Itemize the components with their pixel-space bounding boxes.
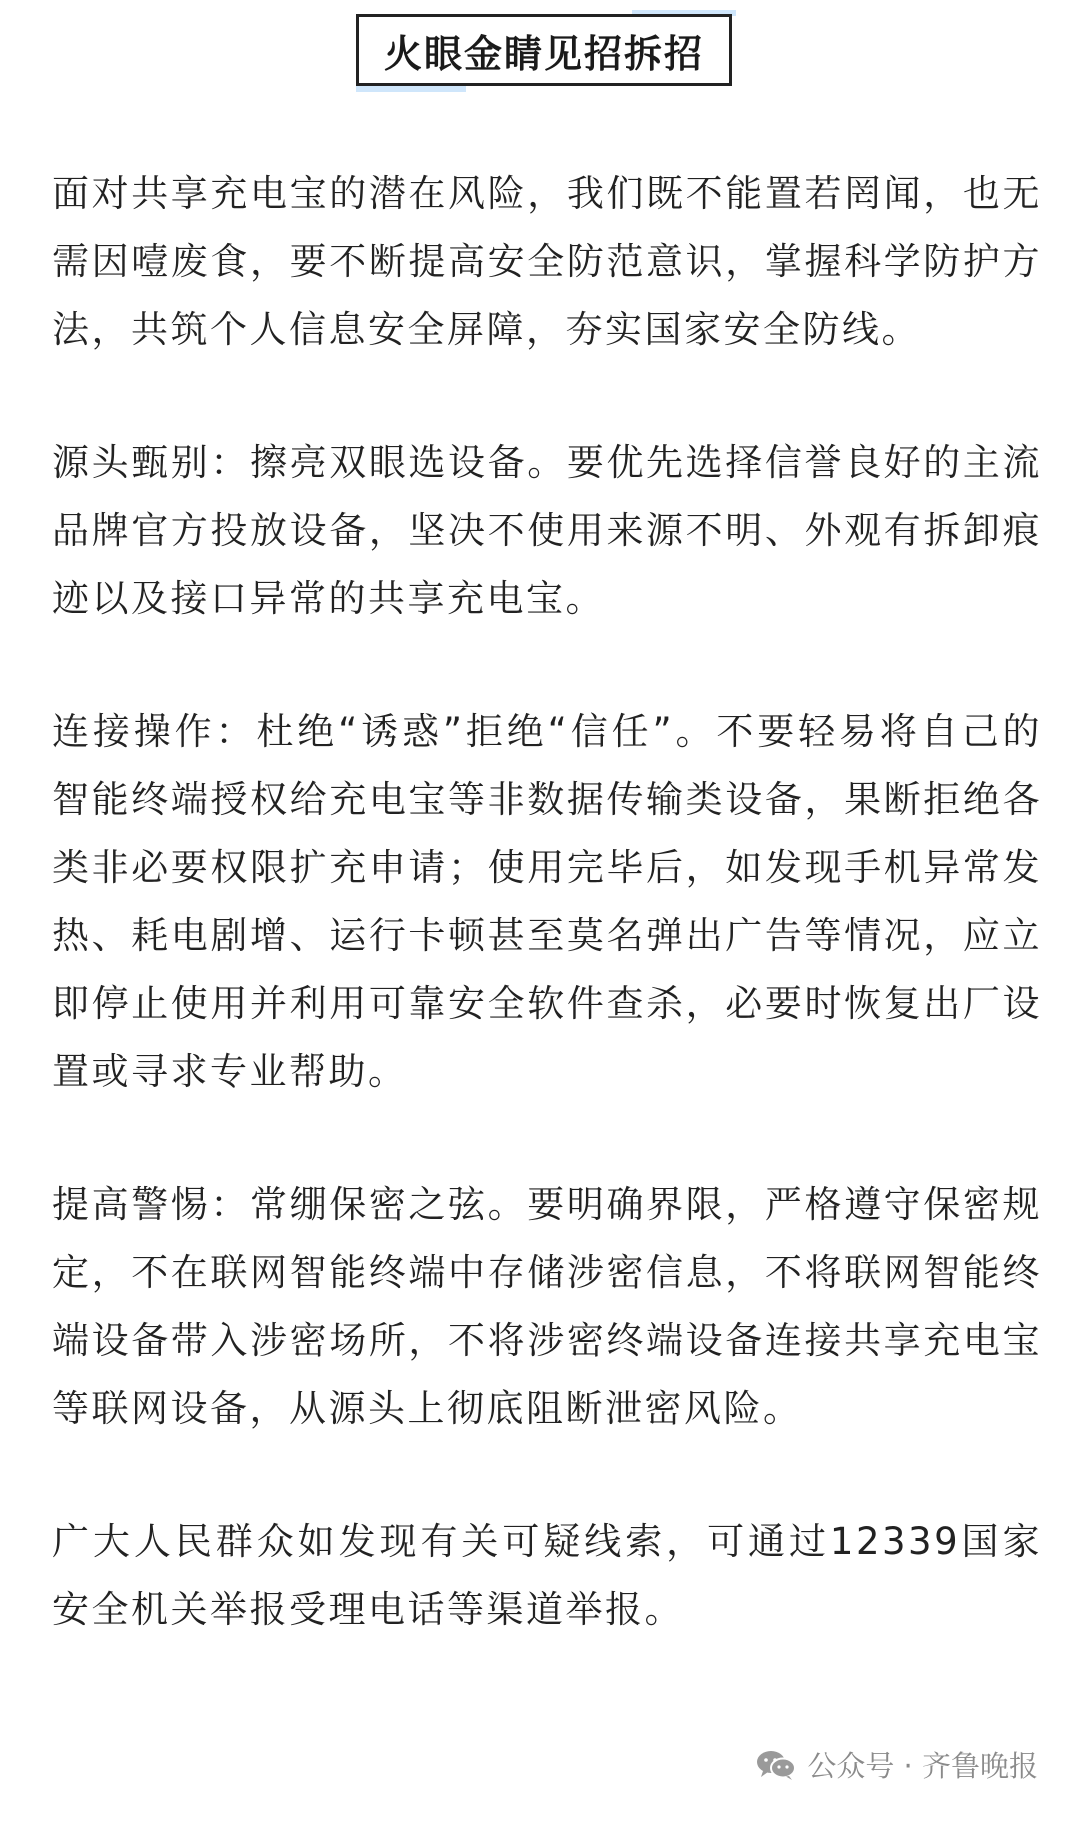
paragraph-vigilance: 提高警惕：常绷保密之弦。要明确界限，严格遵守保密规定，不在联网智能终端中存储涉密信息，不将联网智能终端设备带入涉密场所，不将涉密终端设备连接共享充电宝等联网设备，从源头上彻底阻断泄密风险。: [52, 1183, 1042, 1430]
article-body: [52, 160, 1042, 1709]
section-title-wrapper: [356, 10, 736, 92]
section-title-box: [356, 14, 732, 86]
watermark-text: 公众号 · 齐鲁晚报: [807, 1749, 1038, 1783]
paragraph-source-check: 源头甄别：擦亮双眼选设备。要优先选择信誉良好的主流品牌官方投放设备，坚决不使用来源不明、外观有拆卸痕迹以及接口异常的共享充电宝。: [52, 441, 1042, 620]
wechat-icon: [755, 1749, 797, 1781]
watermark: [751, 1742, 1042, 1787]
paragraph-report: 广大人民群众如发现有关可疑线索，可通过12339国家安全机关举报受理电话等渠道举报。: [52, 1520, 1042, 1631]
section-title: 火眼金睛见招拆招: [383, 31, 704, 76]
paragraph-connection: 连接操作：杜绝“诱惑”拒绝“信任”。不要轻易将自己的智能终端授权给充电宝等非数据传输类设备，果断拒绝各类非必要权限扩充申请；使用完毕后，如发现手机异常发热、耗电剧增、运行卡顿甚至莫名弹出广告等情况，应立即停止使用并利用可靠安全软件查杀，必要时恢复出厂设置或寻求专业帮助。: [52, 710, 1042, 1093]
title-accent-bar-bottom: [356, 86, 466, 92]
paragraph-intro: 面对共享充电宝的潜在风险，我们既不能置若罔闻，也无需因噎废食，要不断提高安全防范意识，掌握科学防护方法，共筑个人信息安全屏障，夯实国家安全防线。: [52, 172, 1042, 351]
